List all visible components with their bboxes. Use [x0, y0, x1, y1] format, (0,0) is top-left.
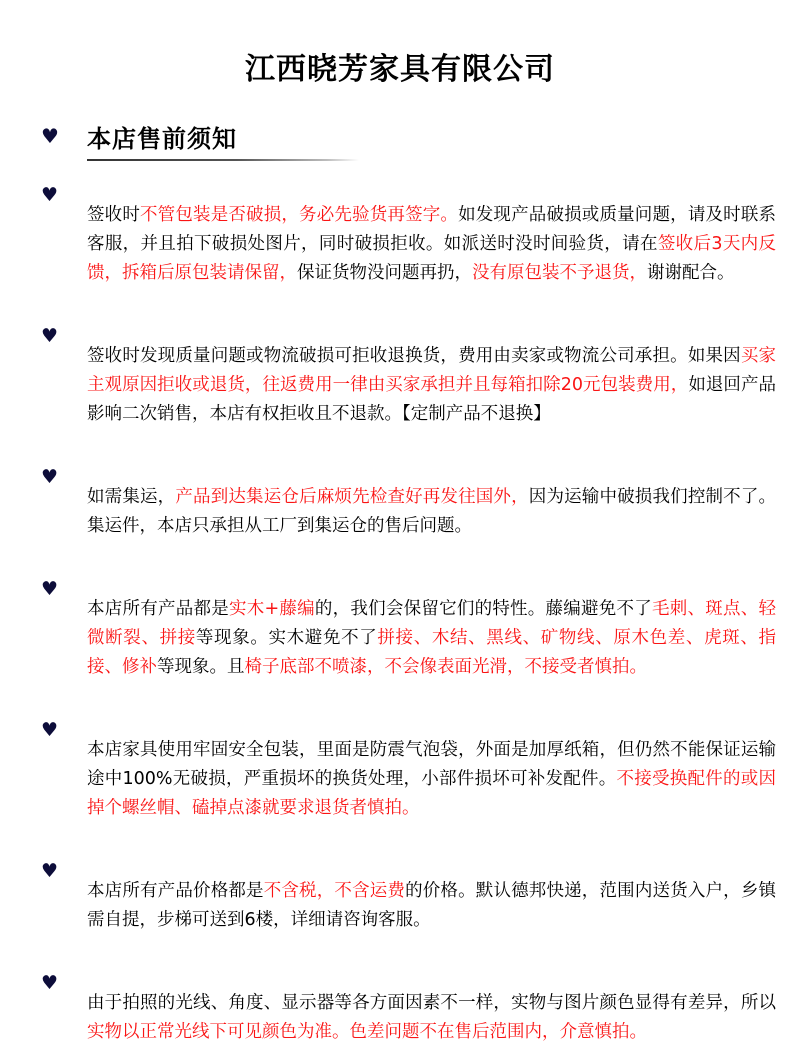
heading-divider	[87, 159, 359, 161]
heart-icon: ♥	[41, 325, 59, 348]
body-text: 的价格。默认德邦快递，范围内送货入户，乡镇需自提，步梯可送到6楼，详细请咨询客服。	[87, 880, 777, 930]
emphasis-text: 椅子底部不喷漆，不会像表面光滑，不接受者慎拍。	[244, 656, 647, 677]
emphasis-text: 毛刺、斑点、轻微断裂、拼接	[87, 598, 777, 648]
emphasis-text: 没有原包装不予退货，	[472, 262, 647, 283]
emphasis-text: 买家主观原因拒收或退货，往返费用一律由买家承担并且每箱扣除20元包装费用，	[87, 345, 776, 395]
heart-icon: ♥	[41, 124, 59, 148]
body-text: 等现象。实木避免不了	[195, 627, 378, 648]
heart-icon: ♥	[41, 184, 59, 207]
body-text: 因为运输中破损我们控制不了。集运件，本店只承担从工厂到集运仓的售后问题。	[87, 486, 777, 536]
emphasis-text: 不接受换配件的或因掉个螺丝帽、磕掉点漆就要求退货者慎拍。	[87, 768, 777, 818]
body-text: 谢谢配合。	[647, 262, 735, 283]
body-text: 本店所有产品价格都是	[87, 880, 264, 901]
notice-item	[41, 183, 776, 305]
body-text: 本店所有产品都是	[87, 598, 229, 619]
section-heading-wrap	[87, 126, 800, 161]
body-text: 如需集运，	[87, 486, 176, 507]
notice-item	[41, 971, 776, 1064]
notice-text	[87, 483, 776, 541]
emphasis-text: 拼接、木结、黑线、矿物线、原木色差、虎斑、指接、修补	[87, 627, 777, 677]
section-heading	[0, 126, 800, 161]
body-text: 等现象。且	[157, 656, 245, 677]
emphasis-text: 不管包装是否破损，务必先验货再签字。	[140, 204, 459, 225]
body-text: 签收时发现质量问题或物流破损可拒收退换货，费用由卖家或物流公司承担。如果因	[87, 345, 741, 366]
heart-icon: ♥	[41, 466, 59, 489]
body-text: 本店家具使用牢固安全包装，里面是防震气泡袋，外面是加厚纸箱，但仍然不能保证运输途中100%无破损，严重损坏的换货处理，小部件损坏可补发配件。	[87, 739, 776, 789]
emphasis-text: 实木+藤编	[228, 598, 315, 619]
heart-icon: ♥	[41, 578, 59, 601]
emphasis-text: 签收后3天内反馈，拆箱后原包装请保留，	[87, 233, 776, 283]
notice-item	[41, 324, 776, 446]
notice-item	[41, 718, 776, 840]
notice-text	[87, 989, 776, 1047]
body-text: 由于拍照的光线、角度、显示器等各方面因素不一样，实物与图片颜色显得有差异，所以	[87, 992, 776, 1013]
section-heading-title: 本店售前须知	[87, 125, 237, 153]
notice-text	[87, 342, 776, 429]
notice-text	[87, 877, 776, 935]
company-title: 江西晓芳家具有限公司	[245, 52, 555, 87]
notice-text	[87, 595, 776, 682]
heart-icon: ♥	[41, 972, 59, 995]
notice-list	[0, 183, 800, 1064]
notice-text	[87, 736, 776, 823]
notice-item	[41, 577, 776, 699]
body-text: 的，我们会保留它们的特性。藤编避免不了	[314, 598, 653, 619]
body-text: 如退回产品影响二次销售，本店有权拒收且不退款。【定制产品不退换】	[87, 374, 777, 424]
body-text: 如发现产品破损或质量问题，请及时联系客服，并且拍下破损处图片，同时破损拒收。如派送时没时间验货，请在	[87, 204, 777, 254]
heart-icon: ♥	[41, 860, 59, 883]
emphasis-text: 不含税，不含运费	[263, 880, 406, 901]
body-text: 签收时	[87, 204, 141, 225]
emphasis-text: 实物以正常光线下可见颜色为准。色差问题不在售后范围内，介意慎拍。	[87, 1021, 647, 1042]
body-text: 保证货物没问题再扔，	[297, 262, 472, 283]
notice-item	[41, 465, 776, 558]
heart-icon: ♥	[41, 719, 59, 742]
notice-text	[87, 201, 776, 288]
emphasis-text: 产品到达集运仓后麻烦先检查好再发往国外，	[175, 486, 529, 507]
notice-item	[41, 859, 776, 952]
